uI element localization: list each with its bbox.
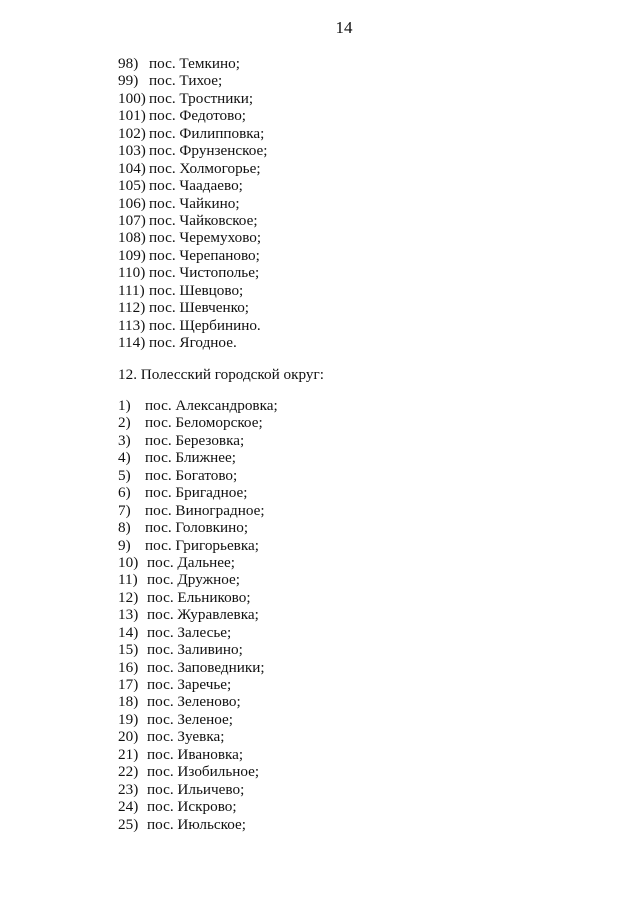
item-text: пос. Заповедники;	[147, 658, 265, 676]
list-item	[118, 693, 278, 710]
item-text: пос. Ивановка;	[147, 745, 244, 763]
item-text: пос. Бригадное;	[145, 484, 248, 502]
item-number: 107)	[118, 211, 146, 229]
list-item	[118, 763, 278, 780]
item-text: пос. Чистополье;	[149, 264, 260, 282]
item-text: пос. Щербинино.	[149, 316, 261, 334]
item-number: 17)	[118, 676, 139, 693]
item-number: 105)	[118, 177, 146, 195]
settlement-list-continued	[118, 55, 268, 351]
item-text: пос. Богатово;	[145, 466, 238, 484]
item-number: 2)	[118, 414, 131, 432]
item-number: 13)	[118, 606, 139, 624]
item-number: 9)	[118, 536, 131, 554]
item-text: пос. Чайковское;	[149, 211, 258, 229]
list-item	[118, 467, 278, 484]
item-text: пос. Фрунзенское;	[149, 142, 268, 160]
list-item	[118, 554, 278, 571]
item-text: пос. Ягодное.	[149, 334, 237, 351]
list-item	[118, 125, 268, 142]
item-number: 12)	[118, 588, 139, 606]
item-text: пос. Александровка;	[145, 397, 278, 414]
item-number: 102)	[118, 124, 146, 142]
district-heading: 12. Полесский городской округ:	[118, 366, 324, 383]
item-number: 20)	[118, 728, 139, 746]
list-item	[118, 798, 278, 815]
item-number: 25)	[118, 815, 139, 833]
list-item	[118, 519, 278, 536]
item-text: пос. Холмогорье;	[149, 159, 261, 177]
item-number: 22)	[118, 763, 139, 781]
list-item	[118, 816, 278, 833]
item-text: пос. Шевченко;	[149, 299, 250, 317]
list-item	[118, 606, 278, 623]
list-item	[118, 195, 268, 212]
list-item	[118, 264, 268, 281]
item-text: пос. Григорьевка;	[145, 536, 259, 554]
item-number: 14)	[118, 623, 139, 641]
settlement-list-polessky	[118, 397, 278, 833]
item-text: пос. Филипповка;	[149, 124, 265, 142]
item-text: пос. Заливино;	[147, 641, 243, 659]
item-text: пос. Июльское;	[147, 815, 246, 833]
list-item	[118, 55, 268, 72]
list-item	[118, 282, 268, 299]
list-item	[118, 142, 268, 159]
item-number: 21)	[118, 745, 139, 763]
item-text: пос. Головкино;	[145, 519, 249, 537]
item-text: пос. Искрово;	[147, 798, 237, 816]
item-number: 106)	[118, 194, 146, 212]
item-number: 104)	[118, 159, 146, 177]
item-number: 5)	[118, 466, 131, 484]
item-text: пос. Зуевка;	[147, 728, 225, 746]
item-text: пос. Беломорское;	[145, 414, 263, 432]
item-number: 10)	[118, 553, 139, 571]
list-item	[118, 589, 278, 606]
item-number: 23)	[118, 780, 139, 798]
item-text: пос. Темкино;	[149, 55, 240, 72]
list-item	[118, 317, 268, 334]
list-item	[118, 676, 278, 693]
item-number: 16)	[118, 658, 139, 676]
item-text: пос. Зеленое;	[147, 710, 233, 728]
item-text: пос. Ельниково;	[147, 588, 251, 606]
list-item	[118, 537, 278, 554]
item-text: пос. Дальнее;	[147, 553, 236, 571]
list-item	[118, 90, 268, 107]
page-number: 14	[335, 18, 353, 37]
item-text: пос. Дружное;	[147, 571, 240, 589]
item-number: 24)	[118, 798, 139, 816]
item-text: пос. Залесье;	[147, 623, 232, 641]
item-number: 6)	[118, 484, 131, 502]
list-item	[118, 397, 278, 414]
item-text: пос. Журавлевка;	[147, 606, 259, 624]
list-item	[118, 571, 278, 588]
item-text: пос. Виноградное;	[145, 501, 265, 519]
item-number: 112)	[118, 299, 146, 317]
list-item	[118, 229, 268, 246]
item-number: 109)	[118, 246, 146, 264]
list-item	[118, 781, 278, 798]
item-number: 11)	[118, 571, 138, 589]
item-number: 4)	[118, 449, 131, 467]
list-item	[118, 641, 278, 658]
item-text: пос. Черепаново;	[149, 246, 260, 264]
item-text: пос. Ближнее;	[145, 449, 236, 467]
list-item	[118, 746, 278, 763]
item-number: 114)	[118, 334, 146, 351]
item-number: 111)	[118, 281, 145, 299]
list-item	[118, 177, 268, 194]
item-number: 7)	[118, 501, 131, 519]
item-text: пос. Заречье;	[147, 676, 232, 693]
list-item	[118, 299, 268, 316]
item-text: пос. Тростники;	[149, 89, 254, 107]
item-number: 100)	[118, 89, 146, 107]
item-text: пос. Березовка;	[145, 431, 245, 449]
item-number: 103)	[118, 142, 146, 160]
item-number: 1)	[118, 397, 131, 414]
item-text: пос. Федотово;	[149, 107, 247, 125]
item-text: пос. Чайкино;	[149, 194, 240, 212]
item-number: 15)	[118, 641, 139, 659]
item-number: 110)	[118, 264, 146, 282]
list-item	[118, 728, 278, 745]
list-item	[118, 72, 268, 89]
item-number: 3)	[118, 431, 131, 449]
item-text: пос. Черемухово;	[149, 229, 262, 247]
item-number: 98)	[118, 55, 139, 72]
item-number: 108)	[118, 229, 146, 247]
list-item	[118, 432, 278, 449]
list-item	[118, 107, 268, 124]
item-number: 19)	[118, 710, 139, 728]
list-item	[118, 502, 278, 519]
item-number: 8)	[118, 519, 131, 537]
item-number: 113)	[118, 316, 146, 334]
item-number: 99)	[118, 72, 139, 90]
item-text: пос. Чаадаево;	[149, 177, 243, 195]
list-item	[118, 624, 278, 641]
item-number: 18)	[118, 693, 139, 711]
list-item	[118, 414, 278, 431]
list-item	[118, 247, 268, 264]
item-number: 101)	[118, 107, 146, 125]
list-item	[118, 711, 278, 728]
item-text: пос. Тихое;	[149, 72, 223, 90]
list-item	[118, 484, 278, 501]
list-item	[118, 659, 278, 676]
item-text: пос. Зеленово;	[147, 693, 241, 711]
list-item	[118, 449, 278, 466]
item-text: пос. Шевцово;	[149, 281, 244, 299]
list-item	[118, 160, 268, 177]
list-item	[118, 334, 268, 351]
item-text: пос. Изобильное;	[147, 763, 260, 781]
list-item	[118, 212, 268, 229]
item-text: пос. Ильичево;	[147, 780, 245, 798]
